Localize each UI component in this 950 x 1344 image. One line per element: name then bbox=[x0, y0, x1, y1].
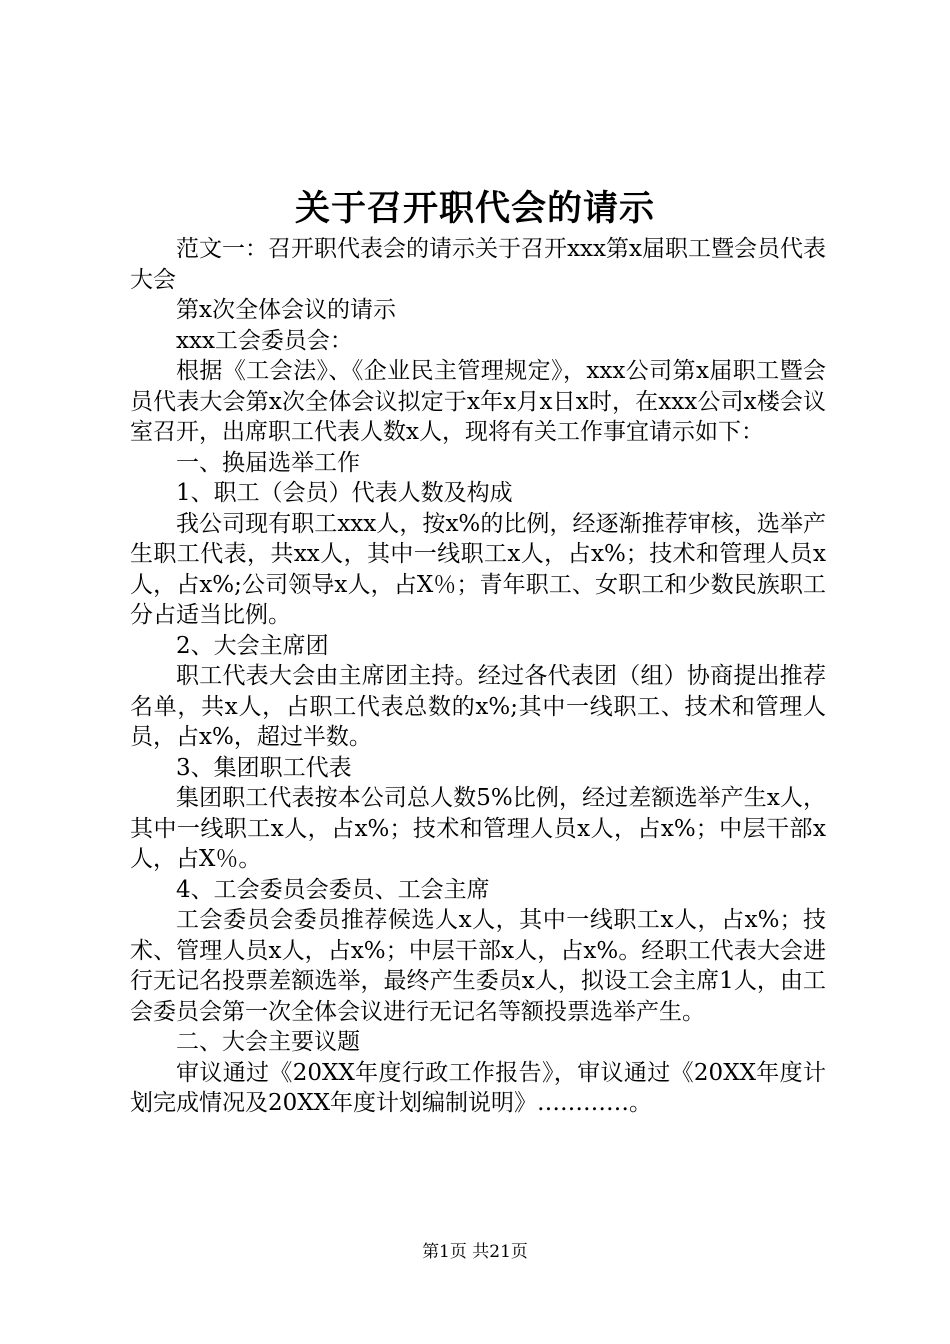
paragraph: 集团职工代表按本公司总人数5%比例，经过差额选举产生x人，其中一线职工x人，占x%；技术和管理人员x人，占x%；中层干部x人，占X％。 bbox=[130, 785, 826, 872]
subsection-heading: 4、工会委员会委员、工会主席 bbox=[176, 876, 490, 903]
page-footer: 第1页 共21页 bbox=[422, 1242, 528, 1262]
paragraph: 审议通过《20XX年度行政工作报告》，审议通过《20XX年度计划完成情况及20XX年度计划编制说明》…………。 bbox=[130, 1059, 826, 1116]
paragraph: 第x次全体会议的请示 bbox=[176, 297, 396, 323]
paragraph: 工会委员会委员推荐候选人x人，其中一线职工x人，占x%；技术、管理人员x人，占x%；中层干部x人，占x%。经职工代表大会进行无记名投票差额选举，最终产生委员x人，拟设工会主席1人，由工会委员会第一次全体会议进行无记名等额投票选举产生。 bbox=[130, 907, 826, 1025]
document-title: 关于召开职代会的请示 bbox=[294, 188, 655, 229]
paragraph: 职工代表大会由主席团主持。经过各代表团（组）协商提出推荐名单，共x人，占职工代表总数的x%;其中一线职工、技术和管理人员，占x%，超过半数。 bbox=[130, 663, 826, 750]
paragraph: 我公司现有职工xxx人，按x%的比例，经逐渐推荐审核，选举产生职工代表，共xx人，其中一线职工x人，占x%；技术和管理人员x人，占x%;公司领导x人，占X％；青年职工、女职工和少数民族职工分占适当比例。 bbox=[130, 510, 826, 628]
subsection-heading: 2、大会主席团 bbox=[176, 632, 329, 659]
paragraph: xxx工会委员会： bbox=[176, 327, 353, 354]
section-heading: 一、换届选举工作 bbox=[176, 449, 360, 476]
subsection-heading: 1、职工（会员）代表人数及构成 bbox=[176, 480, 513, 506]
subsection-heading: 3、集团职工代表 bbox=[176, 754, 352, 781]
paragraph: 根据《工会法》、《企业民主管理规定》，xxx公司第x届职工暨会员代表大会第x次全体会议拟定于x年x月x日x时，在xxx公司x楼会议室召开，出席职工代表人数x人，现将有关工作事宜请示如下： bbox=[130, 358, 826, 445]
section-heading: 二、大会主要议题 bbox=[176, 1029, 360, 1055]
document-body bbox=[130, 234, 826, 1119]
paragraph: 范文一：召开职代表会的请示关于召开xxx第x届职工暨会员代表大会 bbox=[130, 236, 826, 293]
